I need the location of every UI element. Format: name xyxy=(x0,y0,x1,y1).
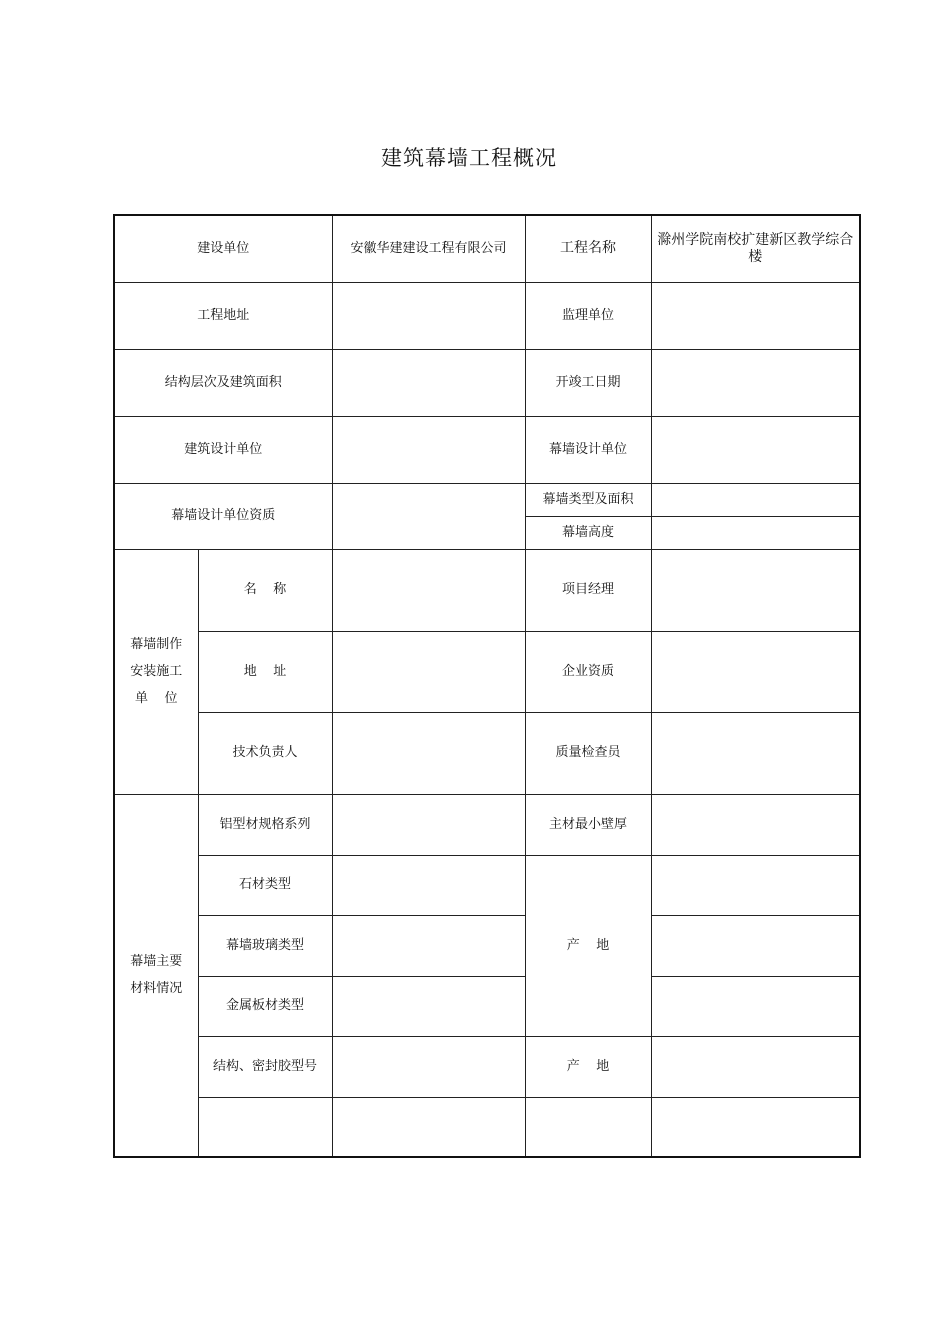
table-row xyxy=(114,794,860,855)
table-row xyxy=(114,1036,860,1097)
sealant-type-label: 结构、密封胶型号 xyxy=(198,1036,332,1097)
quality-inspector-value[interactable] xyxy=(651,712,860,794)
origin-label-text: 产 地 xyxy=(566,937,610,953)
table-row xyxy=(114,416,860,483)
project-name-label: 工程名称 xyxy=(525,215,651,282)
table-row xyxy=(114,631,860,712)
contractor-name-label-text: 名 称 xyxy=(243,582,287,597)
curtain-wall-design-unit-value[interactable] xyxy=(651,416,860,483)
min-wall-thickness-value[interactable] xyxy=(651,794,860,855)
min-wall-thickness-label: 主材最小壁厚 xyxy=(525,794,651,855)
materials-group-label xyxy=(114,794,198,1157)
enterprise-qualification-label: 企业资质 xyxy=(525,631,651,712)
extra-value[interactable] xyxy=(332,1097,525,1157)
aluminum-spec-label: 铝型材规格系列 xyxy=(198,794,332,855)
technical-lead-value[interactable] xyxy=(332,712,525,794)
project-manager-value[interactable] xyxy=(651,549,860,631)
project-address-value[interactable] xyxy=(332,282,525,349)
contractor-address-value[interactable] xyxy=(332,631,525,712)
curtain-wall-design-qualification-value[interactable] xyxy=(332,483,525,549)
project-overview-table xyxy=(113,214,861,1158)
quality-inspector-label: 质量检查员 xyxy=(525,712,651,794)
table-row xyxy=(114,215,860,282)
sealant-origin-label-text: 产 地 xyxy=(566,1058,610,1074)
sealant-origin-label xyxy=(525,1036,651,1097)
architectural-design-unit-value[interactable] xyxy=(332,416,525,483)
contractor-group-label-line2: 安装施工 xyxy=(130,664,183,679)
glass-type-value[interactable] xyxy=(332,915,525,976)
table-row xyxy=(114,976,860,1036)
construction-unit-label: 建设单位 xyxy=(114,215,332,282)
construction-unit-value[interactable]: 安徽华建建设工程有限公司 xyxy=(332,215,525,282)
materials-group-label-line1: 幕墙主要 xyxy=(130,954,183,970)
stone-type-value[interactable] xyxy=(332,855,525,915)
aluminum-spec-value[interactable] xyxy=(332,794,525,855)
start-finish-date-value[interactable] xyxy=(651,349,860,416)
table-row xyxy=(114,1097,860,1157)
architectural-design-unit-label: 建筑设计单位 xyxy=(114,416,332,483)
glass-origin-value[interactable] xyxy=(651,915,860,976)
origin-label xyxy=(525,855,651,1036)
table-row xyxy=(114,712,860,794)
sealant-origin-value[interactable] xyxy=(651,1036,860,1097)
contractor-name-label xyxy=(198,549,332,631)
glass-type-label: 幕墙玻璃类型 xyxy=(198,915,332,976)
curtain-wall-type-area-value[interactable] xyxy=(651,483,860,516)
project-address-label: 工程地址 xyxy=(114,282,332,349)
extra-label[interactable] xyxy=(198,1097,332,1157)
table-row xyxy=(114,855,860,915)
contractor-name-value[interactable] xyxy=(332,549,525,631)
table-row xyxy=(114,549,860,631)
supervision-unit-label: 监理单位 xyxy=(525,282,651,349)
start-finish-date-label: 开竣工日期 xyxy=(525,349,651,416)
table-row xyxy=(114,282,860,349)
materials-group-label-line2: 材料情况 xyxy=(130,981,183,997)
table-row xyxy=(114,483,860,516)
sealant-type-value[interactable] xyxy=(332,1036,525,1097)
project-manager-label: 项目经理 xyxy=(525,549,651,631)
stone-type-label: 石材类型 xyxy=(198,855,332,915)
extra-value-2[interactable] xyxy=(651,1097,860,1157)
metal-origin-value[interactable] xyxy=(651,976,860,1036)
structure-area-value[interactable] xyxy=(332,349,525,416)
curtain-wall-height-value[interactable] xyxy=(651,516,860,549)
metal-panel-type-value[interactable] xyxy=(332,976,525,1036)
curtain-wall-design-qualification-label: 幕墙设计单位资质 xyxy=(114,483,332,549)
structure-area-label: 结构层次及建筑面积 xyxy=(114,349,332,416)
contractor-address-label-text: 地 址 xyxy=(243,663,287,679)
curtain-wall-type-area-label: 幕墙类型及面积 xyxy=(525,483,651,516)
table-row xyxy=(114,915,860,976)
extra-label-2[interactable] xyxy=(525,1097,651,1157)
contractor-group-label-line1: 幕墙制作 xyxy=(130,637,183,652)
curtain-wall-height-label: 幕墙高度 xyxy=(525,516,651,549)
contractor-address-label xyxy=(198,631,332,712)
enterprise-qualification-value[interactable] xyxy=(651,631,860,712)
table-row xyxy=(114,349,860,416)
page-title: 建筑幕墙工程概况 xyxy=(381,146,557,170)
supervision-unit-value[interactable] xyxy=(651,282,860,349)
curtain-wall-design-unit-label: 幕墙设计单位 xyxy=(525,416,651,483)
technical-lead-label: 技术负责人 xyxy=(198,712,332,794)
project-name-value[interactable]: 滁州学院南校扩建新区教学综合楼 xyxy=(651,215,860,282)
contractor-group-label-line3: 单 位 xyxy=(134,691,178,706)
metal-panel-type-label: 金属板材类型 xyxy=(198,976,332,1036)
stone-origin-value[interactable] xyxy=(651,855,860,915)
contractor-group-label xyxy=(114,549,198,794)
